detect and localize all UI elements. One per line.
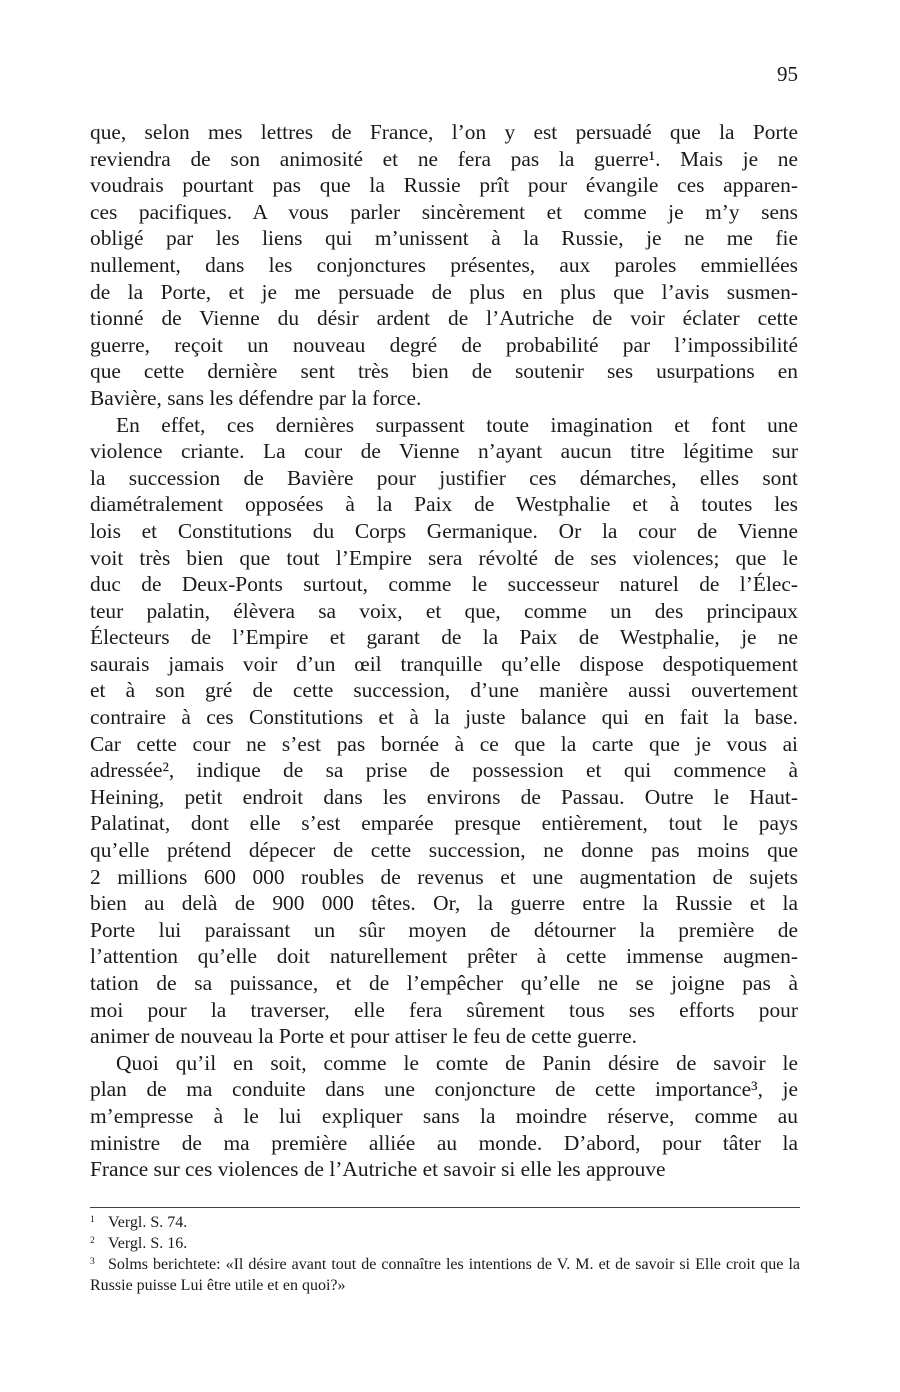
text-line: tionné de Vienne du désir ardent de l’Autriche de voir éclater cette	[90, 306, 798, 331]
text-line: lois et Constitutions du Corps Germanique. Or la cour de Vienne	[90, 518, 798, 543]
text-line: et à son gré de cette succession, d’une manière aussi ouvertement	[90, 678, 798, 703]
text-line: Palatinat, dont elle s’est emparée presque entièrement, tout le pays	[90, 811, 798, 836]
footnote-text: Vergl. S. 16.	[108, 1235, 188, 1252]
text-line: nullement, dans les conjonctures présentes, aux paroles emmiellées	[90, 252, 798, 277]
text-line: Heining, petit endroit dans les environs de Passau. Outre le Haut-	[90, 784, 798, 809]
text-line: ces pacifiques. A vous parler sincèrement et comme je m’y sens	[90, 199, 798, 224]
text-line: ministre de ma première alliée au monde. D’abord, pour tâter la	[90, 1130, 798, 1155]
text-line: moi pour la traverser, elle fera sûrement tous ses efforts pour	[90, 997, 798, 1022]
text-line: Car cette cour ne s’est pas bornée à ce que la carte que je vous ai	[90, 731, 798, 756]
text-line: Porte lui paraissant un sûr moyen de détourner la première de	[90, 917, 798, 942]
text-line: 2 millions 600 000 roubles de revenus et une augmentation de sujets	[90, 864, 798, 889]
text-line: En effet, ces dernières surpassent toute imagination et font une	[116, 412, 798, 437]
text-line: duc de Deux-Ponts surtout, comme le successeur naturel de l’Élec-	[90, 572, 798, 597]
text-line: tation de sa puissance, et de l’empêcher qu’elle ne se joigne pas à	[90, 971, 798, 995]
text-line: voit très bien que tout l’Empire sera révolté de ses violences; que le	[90, 545, 798, 570]
footnotes	[90, 1212, 800, 1296]
text-line: de la Porte, et je me persuade de plus en plus que l’avis susmen-	[90, 279, 798, 304]
footnote-rule	[90, 1207, 800, 1208]
text-line: Bavière, sans les défendre par la force.	[90, 385, 422, 410]
body-text	[90, 119, 798, 1183]
footnote-text: Solms berichtete: «Il désire avant tout de connaître les intentions de V. M. et de savoir si Elle croit que la Russie puisse Lui être utile et en quoi?»	[90, 1256, 800, 1294]
text-line: reviendra de son animosité et ne fera pas la guerre¹. Mais je ne	[90, 146, 798, 171]
text-line: obligé par les liens qui m’unissent à la Russie, je ne me fie	[90, 226, 798, 251]
footnote: $^3$ Solms berichtete: «Il désire avant tout de connaître les intentions de V. M. et de savoir si Elle croit que la Russie puisse Lui être utile et en quoi?»	[90, 1255, 800, 1294]
text-line: voudrais pourtant pas que la Russie prît pour évangile ces apparen-	[90, 173, 798, 198]
text-line: qu’elle prétend dépecer de cette succession, ne donne pas moins que	[90, 838, 798, 863]
text-line: contraire à ces Constitutions et à la juste balance qui en fait la base.	[90, 705, 798, 730]
text-line: plan de ma conduite dans une conjoncture de cette importance³, je	[90, 1077, 798, 1102]
text-line: diamétralement opposées à la Paix de Westphalie et à toutes les	[90, 492, 798, 517]
text-line: la succession de Bavière pour justifier ces démarches, elles sont	[90, 465, 798, 490]
text-line: Quoi qu’il en soit, comme le comte de Panin désire de savoir le	[116, 1050, 798, 1075]
text-line: que cette dernière sent très bien de soutenir ses usurpations en	[90, 359, 798, 384]
text-line: animer de nouveau la Porte et pour attiser le feu de cette guerre.	[90, 1024, 637, 1049]
page-number: 95	[777, 62, 798, 86]
footnote-text: Vergl. S. 74.	[108, 1214, 188, 1231]
text-line: l’attention qu’elle doit naturellement prêter à cette immense augmen-	[90, 944, 798, 969]
text-line: saurais jamais voir d’un œil tranquille qu’elle dispose despotiquement	[90, 651, 798, 676]
text-line: violence criante. La cour de Vienne n’ayant aucun titre légitime sur	[90, 439, 798, 464]
text-line: guerre, reçoit un nouveau degré de probabilité par l’impossibilité	[90, 332, 798, 357]
footnote: $^1$ Vergl. S. 74.	[90, 1213, 188, 1231]
text-line: France sur ces violences de l’Autriche et savoir si elle les approuve	[90, 1157, 666, 1182]
text-line: m’empresse à le lui expliquer sans la moindre réserve, comme au	[90, 1103, 798, 1128]
text-line: teur palatin, élèvera sa voix, et que, comme un des principaux	[90, 598, 798, 623]
text-line: que, selon mes lettres de France, l’on y est persuadé que la Porte	[90, 120, 798, 144]
text-line: Électeurs de l’Empire et garant de la Paix de Westphalie, je ne	[90, 625, 798, 650]
text-line: bien au delà de 900 000 têtes. Or, la guerre entre la Russie et la	[90, 891, 798, 916]
footnote: $^2$ Vergl. S. 16.	[90, 1234, 188, 1252]
text-line: adressée², indique de sa prise de possession et qui commence à	[90, 758, 798, 783]
